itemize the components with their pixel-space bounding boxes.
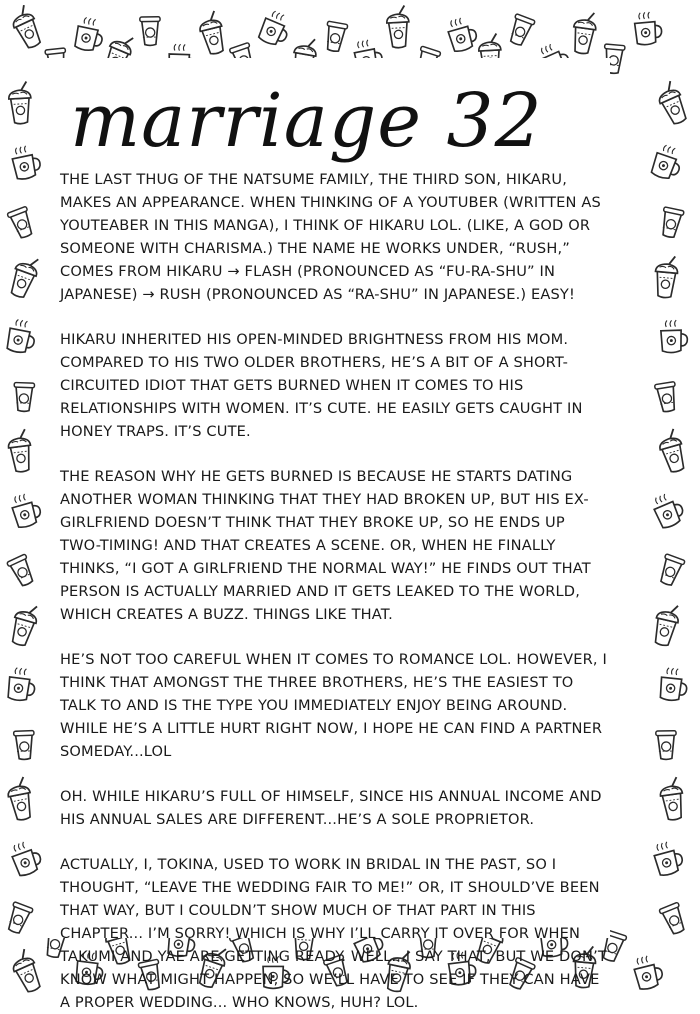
latte-cup-icon [647, 539, 698, 595]
paragraph-2: HIKARU INHERITED HIS OPEN-MINDED BRIGHTNESS FROM HIS MOM. COMPARED TO HIS TWO OLDER BROTHERS, HE’S A BIT OF A SHORT-CIRCUITED IDIOT THAT GETS BURNED WHEN IT COMES TO HIS RELATIONSHIPS WITH WOMEN. IT’S CUTE. HE EASILY GETS CAUGHT IN HONEY TRAPS. IT’S CUTE. [60, 331, 583, 440]
paragraph-6: ACTUALLY, I, TOKINA, USED TO WORK IN BRIDAL IN THE PAST, SO I THOUGHT, “LEAVE THE WEDDING FAIR TO ME!” OR, IT SHOULD’VE BEEN THAT WAY, BUT I COULDN’T SHOW MUCH OF THAT PART IN THIS CHAPTER... I’M SORRY! WHICH IS WHY I’LL CARRY IT OVER FOR WHEN TAKUMI AND YAE ARE GETTING READY. WELL...I SAY THAT, BUT WE DON’T KNOW WHAT MIGHT HAPPEN, SO WE’LL HAVE TO SEE IF THEY CAN HAVE A PROPER WEDDING... WHO KNOWS, HUH? LOL. [60, 856, 607, 1011]
coffee-mug-icon [653, 311, 693, 358]
frappe-cup-icon [648, 424, 697, 479]
frappe-cup-icon [0, 426, 43, 476]
frappe-cup-icon [0, 773, 44, 825]
paragraph-1: THE LAST THUG OF THE NATSUME FAMILY, THE THIRD SON, HIKARU, MAKES AN APPEARANCE. WHEN THINKING OF A YOUTUBER (WRITTEN AS YOUTEABER IN THIS MANGA), I THINK OF HIKARU LOL. (LIKE, A GOD OR SOMEONE WITH CHARISMA.) THE NAME HE WORKS UNDER, “RUSH,” COMES FROM HIKARU → FLASH (PRONOUNCED AS “FU-RA-SHU” IN JAPANESE) → RUSH (PRONOUNCED AS “RA-SHU” IN JAPANESE.) EASY! [60, 171, 601, 303]
paragraph-5: OH. WHILE HIKARU’S FULL OF HIMSELF, SINCE HIS ANNUAL INCOME AND HIS ANNUAL SALES ARE DIFFERENT...HE’S A SOLE PROPRIETOR. [60, 788, 602, 828]
latte-cup-icon [645, 367, 690, 418]
latte-cup-icon [5, 717, 45, 764]
afterword-panel [44, 58, 610, 1011]
latte-cup-icon [0, 191, 47, 248]
coffee-mug-icon [652, 658, 695, 708]
paragraph-3: THE REASON WHY HE GETS BURNED IS BECAUSE HE STARTS DATING ANOTHER WOMAN THINKING THAT THEY HAD BROKEN UP, BUT HIS EX-GIRLFRIEND DOESN’T THINK THAT THEY BROKE UP, SO HE ENDS UP TWO-TIMING! AND THAT CREATES A SCENE. OR, WHEN HE FINALLY THINKS, “I GOT A GIRLFRIEND THE NORMAL WAY!” HE FINDS OUT THAT PERSON IS ACTUALLY MARRIED AND IT GETS LEAKED TO THE WORLD, WHICH CREATES A BUZZ. THINGS LIKE THAT. [60, 468, 591, 623]
frappe-cup-icon [646, 252, 688, 301]
coffee-mug-icon [0, 309, 44, 361]
frappe-cup-icon [643, 598, 690, 651]
frappe-cup-icon [651, 774, 695, 825]
coffee-mug-icon [0, 482, 49, 537]
frappe-cup-icon [1, 79, 41, 127]
page-title: marriage 32 [70, 78, 543, 164]
coffee-mug-icon [641, 480, 694, 537]
coffee-mug-icon [0, 658, 43, 708]
coffee-mug-icon [2, 135, 49, 188]
coffee-mug-icon [643, 830, 692, 884]
paragraph-4: HE’S NOT TOO CAREFUL WHEN IT COMES TO ROMANCE LOL. HOWEVER, I THINK THAT AMONGST THE THREE BROTHERS, HE’S THE EASIEST TO TALK TO AND IS THE TYPE YOU IMMEDIATELY ENJOY BEING AROUND. WHILE HE’S A LITTLE HURT RIGHT NOW, I HOPE HE CAN FIND A PARTNER SOMEDAY...LOL [60, 651, 607, 760]
latte-cup-icon [648, 718, 687, 765]
afterword-body [60, 168, 608, 1014]
latte-cup-icon [5, 369, 45, 416]
latte-cup-icon [0, 538, 48, 596]
latte-cup-icon [650, 193, 697, 246]
frappe-cup-icon [646, 74, 699, 131]
latte-cup-icon [647, 887, 699, 944]
coffee-mug-icon [642, 133, 693, 189]
frappe-cup-icon [0, 598, 49, 653]
